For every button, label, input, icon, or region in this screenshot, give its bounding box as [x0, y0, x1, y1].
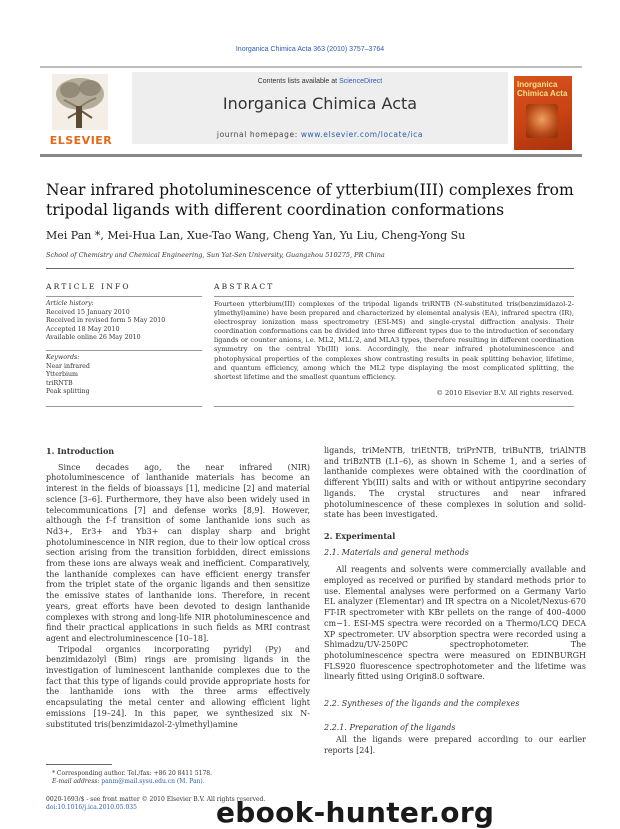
- abstract-end-divider: [214, 406, 574, 407]
- history-item: Available online 26 May 2010: [46, 334, 141, 342]
- corresponding-author: * Corresponding author. Tel./fax: +86 20 8411 5178.: [52, 770, 213, 777]
- body-column-right: [324, 446, 586, 757]
- history-item: Received 15 January 2010: [46, 308, 130, 316]
- elsevier-logo: [40, 72, 118, 150]
- abstract-copyright: © 2010 Elsevier B.V. All rights reserved.: [436, 389, 574, 397]
- keyword-item: triRNTB: [46, 379, 73, 387]
- subsection-heading: 2.2. Syntheses of the ligands and the complexes: [324, 699, 520, 709]
- abstract-divider: [214, 296, 574, 297]
- keywords-heading: Keywords:: [46, 354, 80, 361]
- body-paragraph: All reagents and solvents were commercially available and employed as received or purified by standard methods prior to use. Elemental analyses were performed on a Germany Vario EL analyzer (Elementar) and IR spectra on a Nicolet/Nexus-670 FT-IR spectrometer with KBr pellets on the range of 400–4000 cm−1. ESI-MS spectra were recorded on a Thermo/LCQ DECA XP spectrometer. UV absorption spectra were recorded using a Shimadzu/UV-250PC spectrophotometer. The photoluminescence spectra were measured on EDINBURGH FLS920 fluorescence spectrophotometer and the lifetime was linearly fitted using Origin8.0 software.: [324, 565, 586, 682]
- body-paragraph: Tripodal organics incorporating pyridyl (Py) and benzimidazolyl (Bim) rings are promising ligands in the investigation of luminescent lanthanide complexes due to the fact that this type of ligands could provide appropriate hosts for the lanthanide ions with the three arms effectively encapsulating the metal center and allowing efficient light emissions [19–24]. In this paper, we synthesized six N-substituted tris(benzimidazol-2-ylmethyl)amine: [46, 644, 310, 729]
- body-paragraph: All the ligands were prepared according to our earlier reports [24].: [324, 735, 586, 756]
- publisher-name: ELSEVIER: [49, 134, 113, 147]
- keyword-item: Peak splitting: [46, 388, 90, 396]
- doi-link[interactable]: doi:10.1016/j.ica.2010.05.035: [46, 804, 137, 811]
- abstract-label: ABSTRACT: [214, 282, 275, 291]
- article-title: Near infrared photoluminescence of ytterbium(III) complexes from tripodal ligands with different coordination conformations: [46, 181, 574, 219]
- contents-line: [132, 78, 508, 85]
- email-label: E-mail address:: [52, 778, 102, 785]
- journal-citation[interactable]: Inorganica Chimica Acta 363 (2010) 3757–3764: [235, 46, 385, 53]
- keyword-item: Ytterbium: [46, 371, 79, 379]
- journal-homepage: [132, 130, 508, 139]
- contents-prefix: Contents lists available at: [257, 78, 340, 85]
- homepage-prefix: journal homepage:: [216, 130, 301, 139]
- elsevier-tree-icon: [52, 74, 108, 130]
- subsection-heading: 2.1. Materials and general methods: [324, 547, 469, 557]
- history-heading: Article history:: [46, 300, 94, 307]
- body-column-left: [46, 446, 310, 730]
- cover-title: Inorganica Chimica Acta: [517, 80, 568, 98]
- header-divider: [46, 268, 574, 269]
- homepage-link[interactable]: www.elsevier.com/locate/ica: [300, 130, 424, 139]
- article-authors: Mei Pan *, Mei-Hua Lan, Xue-Tao Wang, Cheng Yan, Yu Liu, Cheng-Yong Su: [46, 229, 466, 242]
- body-paragraph: ligands, triMeNTB, triEtNTB, triPrNTB, triBuNTB, triAlNTB and triBzNTB (L1–6), as shown in Scheme 1, and a series of lanthanide complexes were obtained with the coordination of different Yb(III) salts and with or without antipyrine secondary ligands. The crystal structures and near infrared photoluminescence of these complexes in solution and solid-state has been investigated.: [324, 446, 586, 520]
- journal-name: Inorganica Chimica Acta: [222, 94, 418, 113]
- keywords-block: [46, 354, 202, 397]
- corresponding-author-footnote: [52, 770, 312, 786]
- article-info-end-divider: [46, 406, 202, 407]
- journal-cover-thumbnail: [514, 76, 572, 150]
- subsubsection-heading: 2.2.1. Preparation of the ligands: [324, 722, 456, 732]
- cover-image: [526, 104, 558, 138]
- author-affiliation: School of Chemistry and Chemical Engineering, Sun Yat-Sen University, Guangzhou 510275, PR China: [46, 251, 385, 259]
- issn-line: 0020-1693/$ - see front matter © 2010 Elsevier B.V. All rights reserved.: [46, 796, 266, 803]
- abstract-text: Fourteen ytterbium(III) complexes of the tripodal ligands triRNTB (N-substituted tris(benzimidazol-2-ylmethyl)amine) have been prepared and characterized by elemental analysis (EA), infrared spectra (IR), electrospray ionization mass spectrometry (ESI-MS) and single-crystal diffraction analysis. Their coordination conformations can be divided into three different types due to the introduction of secondary ligands or counter anions, i.e. ML2, MLL′2, and MLA3 types, therefore resulting in different coordination symmetry on the central Yb(III) ions. Accordingly, the near infrared photoluminescence and photophysical properties of the complexes show contrasting results in peak splitting behavior, lifetime, and quantum efficiency, among which the ML2 type displaying the most complicated splitting, the shortest lifetime and the smallest quantum efficiency.: [214, 300, 574, 381]
- body-paragraph: Since decades ago, the near infrared (NIR) photoluminescence of lanthanide materials has become an interest in the fields of bioassays [1], medicine [2] and material science [3–6]. Furthermore, they have also been widely used in telecommunications [7] and defense works [8,9]. However, although the f–f transition of some lanthanide ions such as Nd3+, Er3+ and Yb3+ can display sharp and bright photoluminescence in NIR region, due to their low optical cross section arising from the transition forbidden, direct emissions from these ions are always weak and inefficient. Comparatively, the lanthanide complexes can have efficient energy transfer from the triplet state of the organic ligands and then sensitize the emissive states of lanthanide ions. Therefore, in recent years, great efforts have been devoted to design lanthanide complexes with strong and long-life NIR photoluminescence and find their practical applications in such fields as MRI contrast agent and electroluminescence [10–18].: [46, 462, 310, 643]
- section-heading-introduction: 1. Introduction: [46, 446, 115, 456]
- section-heading-experimental: 2. Experimental: [324, 530, 396, 541]
- journal-masthead: [40, 66, 582, 157]
- history-item: Received in revised form 5 May 2010: [46, 317, 166, 325]
- email-link[interactable]: panm@mail.sysu.edu.cn (M. Pan).: [101, 778, 205, 785]
- history-item: Accepted 18 May 2010: [46, 325, 120, 333]
- keywords-divider: [46, 350, 202, 351]
- watermark-text: ebook-hunter.org: [216, 796, 495, 829]
- keyword-item: Near infrared: [46, 362, 90, 370]
- article-info-divider: [46, 296, 202, 297]
- footnote-divider: [46, 764, 112, 765]
- article-info-label: ARTICLE INFO: [46, 282, 131, 291]
- sciencedirect-link[interactable]: ScienceDirect: [339, 78, 383, 85]
- journal-info-box: [132, 72, 508, 144]
- article-history: [46, 300, 202, 343]
